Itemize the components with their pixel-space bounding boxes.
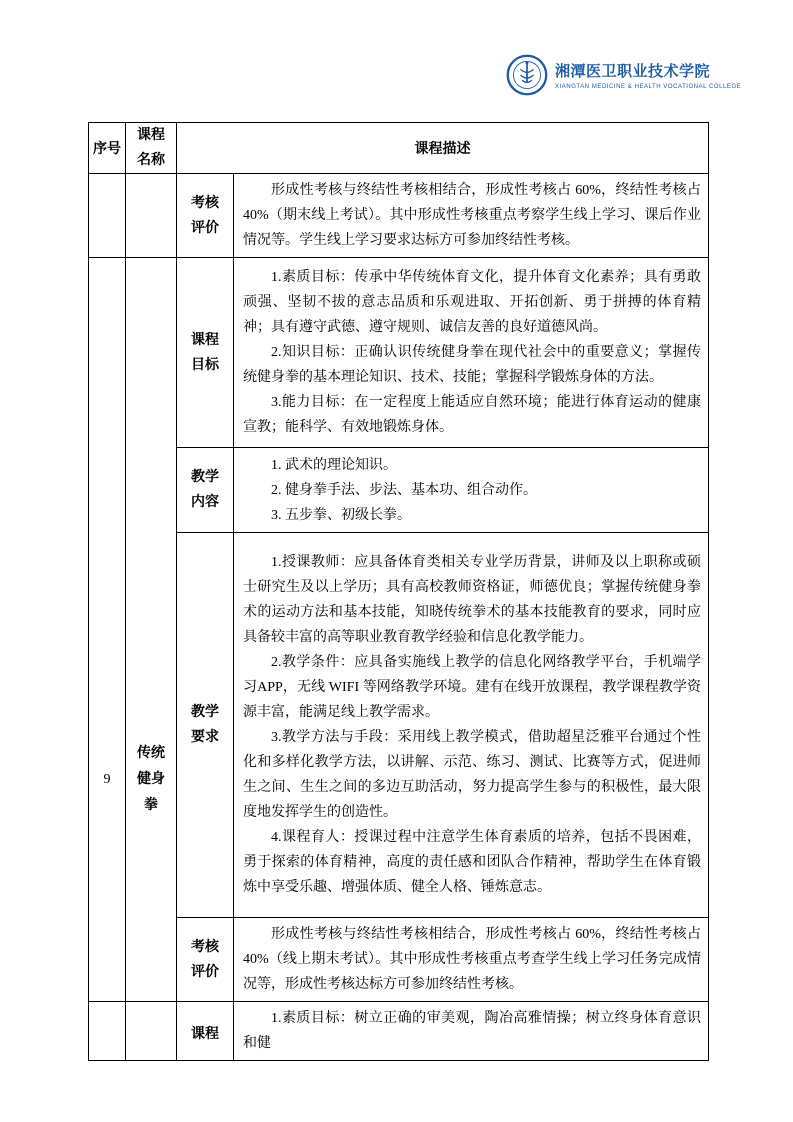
row9-seq: 9 bbox=[103, 771, 111, 787]
row10-label-partial: 课程 bbox=[177, 1002, 234, 1061]
college-logo-text bbox=[555, 60, 741, 90]
row9-course-name bbox=[126, 741, 176, 819]
row8-assessment-content bbox=[234, 174, 709, 258]
paragraph: 形成性考核与终结性考核相结合，形成性考核占 60%，终结性考核占 40%（线上期末考试）。其中形成性考核重点考查学生线上学习任务完成情况等，形成性考核达标方可参加终结性考核。 bbox=[243, 927, 701, 992]
row9-objectives-label-line1: 课程 bbox=[191, 332, 219, 348]
row9-assessment-label bbox=[177, 918, 234, 1002]
row9-teaching-requirements-label bbox=[177, 533, 234, 918]
paragraph: 3.能力目标：在一定程度上能适应自然环境；能进行体育运动的健康宣教；能科学、有效地锻炼身体。 bbox=[243, 395, 701, 435]
row9-course-cell bbox=[126, 258, 177, 1002]
row8-seq-cell-empty bbox=[89, 174, 126, 258]
college-name-cn: 湘潭医卫职业技术学院 bbox=[555, 64, 711, 80]
row10-partial-row bbox=[89, 1002, 709, 1061]
paragraph: 2.教学条件：应具备实施线上教学的信息化网络教学平台，手机端学习APP，无线 WIFI 等网络教学环境。建有在线开放课程，教学课程教学资源丰富，能满足线上教学需求。 bbox=[243, 655, 701, 720]
paragraph: 2.知识目标：正确认识传统健身拳在现代社会中的重要意义；掌握传统健身拳的基本理论知识、技术、技能；掌握科学锻炼身体的方法。 bbox=[243, 345, 701, 385]
college-logo bbox=[506, 54, 742, 96]
college-emblem-icon bbox=[506, 54, 548, 96]
row9-assessment-label-line1: 考核 bbox=[191, 939, 219, 955]
row9-objectives-row bbox=[89, 258, 709, 448]
college-name-en: XIANGTAN MEDICINE & HEALTH VOCATIONAL COLLEGE bbox=[555, 84, 742, 90]
row9-assessment-content bbox=[234, 918, 709, 1002]
row10-content-partial bbox=[234, 1002, 709, 1061]
paragraph: 4.课程育人：授课过程中注意学生体育素质的培养，包括不畏困难，勇于探索的体育精神，高度的责任感和团队合作精神，帮助学生在体育锻炼中享受乐趣、增强体质、健全人格、锤炼意志。 bbox=[243, 830, 701, 895]
paragraph: 2. 健身拳手法、步法、基本功、组合动作。 bbox=[271, 482, 537, 498]
row8-assessment-row bbox=[89, 174, 709, 258]
row9-teaching-content-label-line2: 内容 bbox=[191, 495, 219, 510]
row10-seq-cell-empty bbox=[89, 1002, 126, 1061]
row8-assessment-label-line1: 考核 bbox=[191, 195, 219, 211]
paragraph: 1.素质目标：传承中华传统体育文化，提升体育文化素养；具有勇敢顽强、坚韧不拔的意志品质和乐观进取、开拓创新、勇于拼搏的体育精神；具有遵守武德、遵守规则、诚信友善的良好道德风尚。 bbox=[243, 270, 701, 335]
row9-teaching-requirements-row bbox=[89, 533, 709, 918]
row9-course-name-line2: 健身 bbox=[137, 771, 165, 787]
row9-teaching-content-label bbox=[177, 448, 234, 533]
header-description: 课程描述 bbox=[177, 123, 709, 174]
paragraph: 1.素质目标：树立正确的审美观，陶冶高雅情操；树立终身体育意识和健 bbox=[243, 1011, 701, 1051]
paragraph: 1. 武术的理论知识。 bbox=[271, 457, 397, 473]
row9-teaching-content-label-line1: 教学 bbox=[191, 470, 219, 485]
row9-objectives-content bbox=[234, 258, 709, 448]
row8-course-cell-empty bbox=[126, 174, 177, 258]
row9-course-name-line1: 传统 bbox=[137, 745, 165, 761]
header-course-name-line2: 名称 bbox=[137, 153, 165, 168]
paragraph: 3. 五步拳、初级长拳。 bbox=[271, 507, 411, 523]
row10-course-cell-empty bbox=[126, 1002, 177, 1061]
row9-teaching-requirements-content bbox=[234, 533, 709, 918]
header-course-name bbox=[126, 123, 177, 174]
paragraph: 1.授课教师：应具备体育类相关专业学历背景，讲师及以上职称或硕士研究生及以上学历；具有高校教师资格证，师德优良；掌握传统健身拳术的运动方法和基本技能，知晓传统拳术的基本技能教育的要求，同时应具备较丰富的高等职业教育教学经验和信息化教学能力。 bbox=[243, 555, 701, 645]
paragraph: 形成性考核与终结性考核相结合，形成性考核占 60%，终结性考核占 40%（期末线上考试）。其中形成性考核重点考察学生线上学习、课后作业情况等。学生线上学习要求达标方可参加终结性考核。 bbox=[243, 183, 701, 248]
paragraph: 3.教学方法与手段：采用线上教学模式，借助超星泛雅平台通过个性化和多样化教学方法，以讲解、示范、练习、测试、比赛等方式，促进师生之间、生生之间的多边互助活动，努力提高学生参与的积极性，最大限度地发挥学生的创造性。 bbox=[243, 730, 701, 820]
row9-objectives-label bbox=[177, 258, 234, 448]
table-header-row bbox=[89, 123, 709, 174]
row8-assessment-label bbox=[177, 174, 234, 258]
row9-teaching-content-content bbox=[234, 448, 709, 533]
row8-assessment-label-line2: 评价 bbox=[191, 220, 219, 236]
row9-teaching-content-row bbox=[89, 448, 709, 533]
row9-teaching-requirements-label-line1: 教学 bbox=[191, 705, 219, 720]
row9-objectives-label-line2: 目标 bbox=[191, 357, 219, 373]
row9-seq-cell bbox=[89, 258, 126, 1002]
row9-teaching-requirements-label-line2: 要求 bbox=[191, 730, 219, 745]
course-description-table bbox=[88, 122, 709, 1061]
row9-course-name-line3: 拳 bbox=[144, 797, 158, 813]
row9-assessment-label-line2: 评价 bbox=[191, 964, 219, 980]
header-course-name-line1: 课程 bbox=[137, 128, 165, 143]
header-seq: 序号 bbox=[89, 123, 126, 174]
row9-assessment-row bbox=[89, 918, 709, 1002]
